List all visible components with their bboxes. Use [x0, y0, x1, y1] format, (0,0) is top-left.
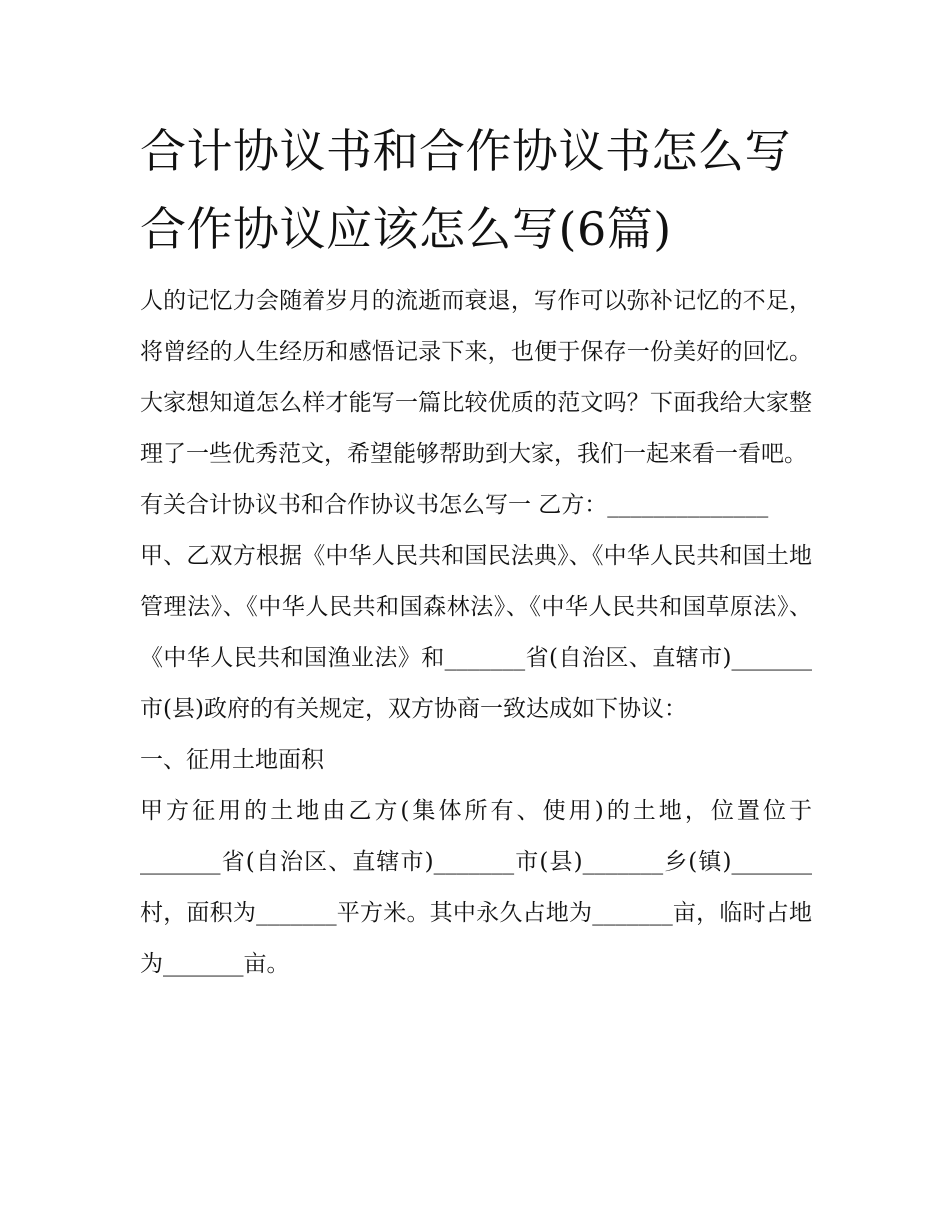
document-title: 合计协议书和合作协议书怎么写 合作协议应该怎么写(6篇) [140, 124, 791, 256]
intro-paragraph: 人的记忆力会随着岁月的流逝而衰退，写作可以弥补记忆的不足，将曾经的人生经历和感悟记录下来，也便于保存一份美好的回忆。大家想知道怎么样才能写一篇比较优质的范文吗？下面我给大家整理了一些优秀范文，希望能够帮助到大家，我们一起来看一看吧。 [140, 288, 812, 467]
clause-heading: 一、征用土地面积 [140, 747, 324, 773]
agreement-basis-paragraph: 甲、乙双方根据《中华人民共和国民法典》、《中华人民共和国土地管理法》、《中华人民共和国森林法》、《中华人民共和国草原法》、《中华人民共和国渔业法》和_______省(自治区、直辖市)_______市(县)政府的有关规定，双方协商一致达成如下协议： [140, 543, 812, 722]
section-heading-paragraph: 有关合计协议书和合作协议书怎么写一 乙方：______________ [140, 492, 769, 518]
land-location-paragraph: 甲方征用的土地由乙方(集体所有、使用)的土地，位置位于_______省(自治区、直辖市)_______市(县)_______乡(镇)_______村，面积为_______平方米。其中永久占地为_______亩，临时占地为_______亩。 [140, 798, 812, 977]
document-page [140, 112, 812, 990]
